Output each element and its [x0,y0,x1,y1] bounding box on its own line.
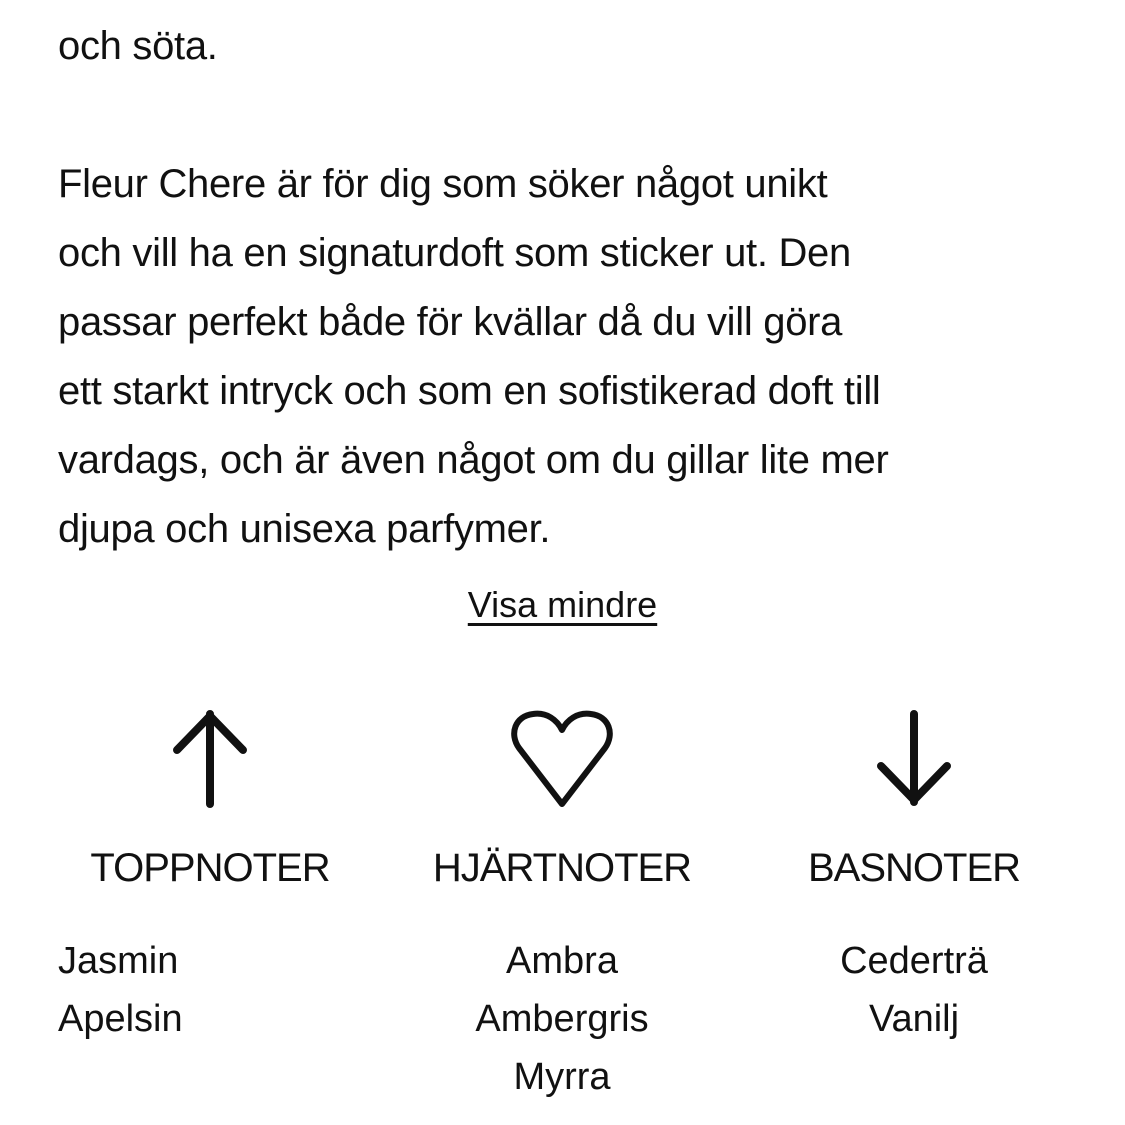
description-line: passar perfekt både för kvällar då du vill göra [58,300,843,344]
top-notes-title: TOPPNOTER [90,846,330,890]
list-item: Myrra [513,1056,611,1098]
description-line: och söta. [58,24,218,68]
arrow-down-icon [859,708,969,808]
fragrance-notes [0,700,1125,1120]
base-notes-title: BASNOTER [807,846,1021,890]
heart-notes-title: HJÄRTNOTER [432,846,692,890]
product-description [58,12,1078,564]
list-item: Apelsin [58,998,183,1040]
list-item: Cederträ [840,940,988,982]
arrow-up-icon [155,708,265,808]
description-line: vardags, och är även något om du gillar lite mer [58,438,889,482]
list-item: Jasmin [58,940,179,982]
toggle-container [0,584,1125,626]
top-notes-list [58,932,378,1048]
list-item: Ambra [506,940,618,982]
description-line: ett starkt intryck och som en sofistikerad doft till [58,369,881,413]
heart-notes-list [402,932,722,1106]
description-line: Fleur Chere är för dig som söker något unikt [58,162,828,206]
list-item: Ambergris [475,998,649,1040]
list-item: Vanilj [868,998,960,1040]
description-line: och vill ha en signaturdoft som sticker ut. Den [58,231,851,275]
base-notes-list [754,932,1074,1048]
show-less-link[interactable]: Visa mindre [467,584,658,625]
heart-icon [507,708,617,808]
description-line: djupa och unisexa parfymer. [58,507,551,551]
